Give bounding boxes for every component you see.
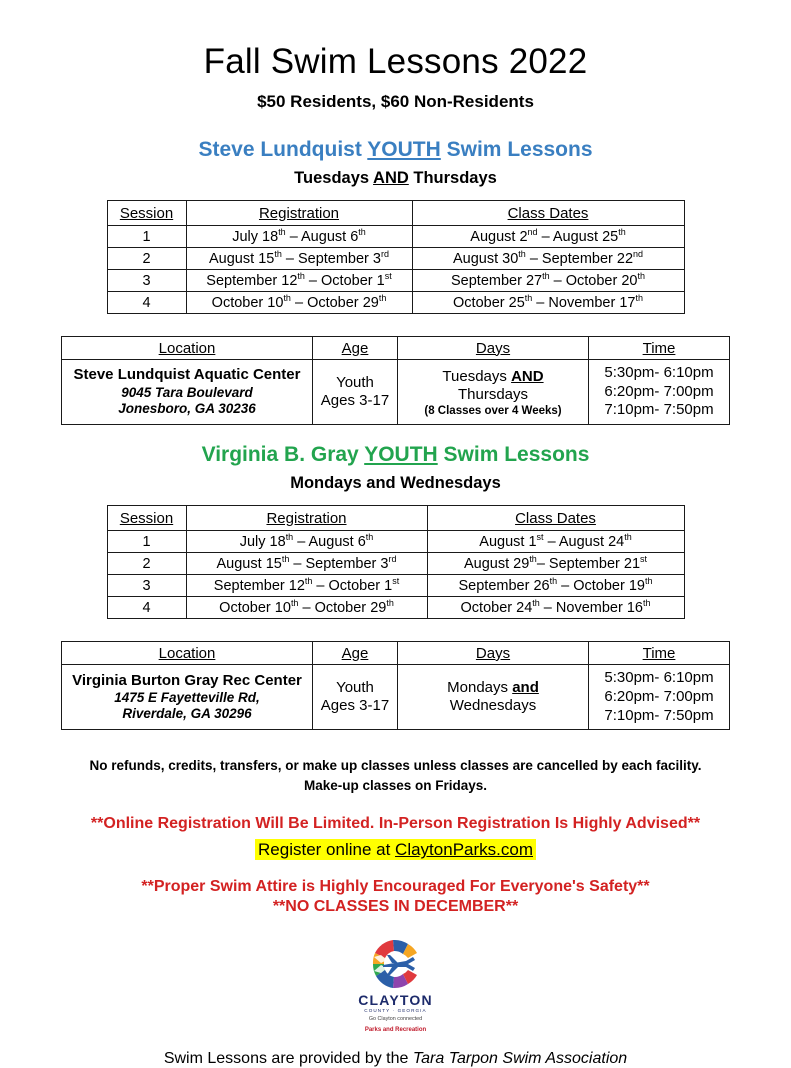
table-row: [107, 248, 684, 270]
cls-a-month: October: [453, 294, 505, 311]
cls-a-month: October: [460, 599, 513, 616]
reg-a-month: July: [232, 228, 259, 245]
cls-b-month: August: [558, 533, 605, 550]
cell-age-2: [313, 665, 398, 730]
reg-a-sup: th: [278, 226, 286, 237]
th-location-2: [62, 642, 313, 665]
cell-registration: September 12th – October 1st: [186, 575, 427, 597]
cls-b-month: September: [541, 250, 613, 267]
reg-a-day: 18: [269, 533, 286, 550]
cls-b-sup: th: [637, 270, 645, 281]
th-days-2: [398, 642, 589, 665]
cls-b-day: 16: [626, 599, 643, 616]
reg-a-day: 18: [262, 228, 279, 245]
age-line2-2: Ages 3-17: [320, 697, 390, 715]
th-age-label-1: Age: [341, 339, 369, 357]
heading-youth-1: YOUTH: [367, 138, 441, 161]
red-notice-2: **Proper Swim Attire is Highly Encouraged For Everyone's Safety**: [141, 878, 650, 896]
logo-subtitle: COUNTY · GEORGIA: [364, 1008, 427, 1014]
th-registration-1: [186, 201, 412, 226]
th-session-1: [107, 201, 186, 226]
reg-b-day: 3: [372, 250, 381, 267]
reg-a-month: September: [213, 577, 285, 594]
reg-b-sup: th: [378, 292, 387, 303]
cls-b-day: 20: [621, 272, 638, 289]
cls-a-month: September: [451, 272, 522, 289]
heading-pre-2: Virginia B. Gray: [201, 443, 365, 467]
red-notice-3: **NO CLASSES IN DECEMBER**: [272, 897, 519, 915]
days-line1-1: [398, 368, 588, 387]
cell-session: 2: [107, 553, 186, 575]
reg-b-sup: th: [386, 597, 394, 608]
cell-session: 2: [107, 248, 186, 270]
logo-wordmark: CLAYTON: [358, 992, 433, 1009]
th-classdates-1: [412, 201, 684, 226]
cell-classdates: August 29th– September 21st: [427, 553, 684, 575]
reg-a-sup: th: [304, 575, 313, 586]
sub-pre-1: Tuesdays: [294, 169, 374, 188]
table-row: [107, 553, 684, 575]
cell-session: 4: [107, 597, 186, 619]
cls-a-sup: nd: [527, 226, 538, 237]
table-row: [107, 575, 684, 597]
location-address2-1: Jonesboro, GA 30236: [118, 401, 256, 417]
session-table-wrap-1: [0, 188, 791, 314]
cell-days-1: [398, 360, 589, 425]
cls-b-month: October: [573, 577, 625, 594]
cell-registration: October 10th – October 29th: [186, 292, 412, 314]
reg-a-day: 15: [265, 555, 282, 572]
reg-b-month: October: [321, 272, 373, 289]
time-slot-1: 5:30pm- 6:10pm: [604, 364, 714, 382]
cell-session: 4: [107, 292, 186, 314]
cell-classdates: August 30th – September 22nd: [412, 248, 684, 270]
cell-time-2: [589, 665, 730, 730]
th-time-1: [589, 337, 730, 360]
reg-b-month: October: [307, 294, 359, 311]
cls-b-sup: nd: [633, 248, 644, 259]
logo-wrap: [0, 938, 791, 1033]
reg-b-day: 6: [350, 228, 359, 245]
table-header-row: [62, 337, 730, 360]
cell-registration: July 18th – August 6th: [186, 531, 427, 553]
cell-classdates: September 26th – October 19th: [427, 575, 684, 597]
heading-youth-2: YOUTH: [364, 443, 438, 467]
age-line2-1: Ages 3-17: [320, 392, 390, 410]
registration-notice-block: [0, 814, 791, 861]
cell-session: 3: [107, 270, 186, 292]
reg-a-day: 10: [274, 599, 291, 616]
reg-b-sup: st: [384, 270, 392, 281]
table-row: [62, 360, 730, 425]
cls-a-day: 24: [516, 599, 533, 616]
policy-line-1: No refunds, credits, transfers, or make up classes unless classes are cancelled by each facility.: [89, 758, 702, 774]
days-pre-2: Mondays: [447, 678, 513, 696]
clayton-county-logo: [348, 938, 444, 1033]
days-line1-2: [398, 679, 588, 698]
th-location-1: [62, 337, 313, 360]
days-pre-1: Tuesdays: [442, 367, 512, 385]
th-days-label-2: Days: [475, 644, 511, 662]
reg-b-sup: rd: [388, 553, 397, 564]
reg-b-sup: st: [392, 575, 400, 586]
reg-b-month: October: [328, 577, 381, 594]
cls-a-day: 2: [519, 228, 528, 245]
cls-b-sup: th: [642, 597, 651, 608]
cell-classdates: September 27th – October 20th: [412, 270, 684, 292]
cell-registration: August 15th – September 3rd: [186, 553, 427, 575]
location-table-wrap-1: [0, 314, 791, 425]
cls-b-day: 19: [628, 577, 645, 594]
reg-b-day: 29: [362, 294, 379, 311]
reg-a-sup: th: [274, 248, 282, 259]
cell-classdates: October 25th – November 17th: [412, 292, 684, 314]
heading-post-2: Swim Lessons: [437, 443, 590, 467]
th-registration-label-2: Registration: [266, 509, 347, 527]
sub-and-1: AND: [373, 169, 409, 188]
cls-a-month: August: [463, 555, 510, 572]
th-age-2: [313, 642, 398, 665]
cls-a-month: September: [458, 577, 530, 594]
cls-a-sup: st: [536, 531, 544, 542]
table-row: [107, 292, 684, 314]
th-registration-label-1: Registration: [258, 204, 340, 222]
th-days-label-1: Days: [475, 339, 511, 357]
safety-notice-block: [0, 877, 791, 916]
cls-a-sup: th: [524, 292, 533, 303]
reg-b-sup: th: [358, 226, 366, 237]
cls-a-sup: th: [532, 597, 540, 608]
section-virginia-gray: [0, 425, 791, 730]
th-classdates-2: [427, 506, 684, 531]
cls-b-month: September: [548, 555, 620, 572]
reg-b-day: 1: [376, 272, 385, 289]
cell-classdates: October 24th – November 16th: [427, 597, 684, 619]
cls-a-sup: th: [529, 553, 537, 564]
cls-b-month: November: [555, 599, 623, 616]
time-slot-2: 6:20pm- 7:00pm: [604, 382, 714, 400]
cls-b-day: 25: [602, 228, 619, 245]
th-days-1: [398, 337, 589, 360]
cls-b-day: 22: [616, 250, 634, 267]
session-table-body-1: [107, 226, 684, 314]
sub-post-1: Thursdays: [408, 169, 497, 188]
heading-post-1: Swim Lessons: [440, 138, 593, 161]
reg-b-month: August: [301, 228, 347, 245]
location-table-2: [61, 641, 730, 730]
session-table-body-2: [107, 531, 684, 619]
cell-registration: October 10th – October 29th: [186, 597, 427, 619]
cls-a-sup: th: [549, 575, 558, 586]
reg-a-sup: th: [281, 553, 290, 564]
reg-b-sup: rd: [381, 248, 389, 259]
cell-time-1: [589, 360, 730, 425]
reg-b-sup: th: [365, 531, 374, 542]
cls-b-sup: th: [618, 226, 626, 237]
reg-b-month: September: [297, 250, 369, 267]
register-pre-text: Register online at: [258, 840, 396, 860]
cls-a-day: 25: [508, 294, 525, 311]
reg-a-month: August: [209, 250, 255, 267]
th-location-label-2: Location: [158, 644, 216, 662]
table-row: [107, 597, 684, 619]
section-heading-2: [0, 425, 791, 467]
th-time-2: [589, 642, 730, 665]
policy-line-2: Make-up classes on Fridays.: [303, 778, 488, 794]
location-address2-2: Riverdale, GA 30296: [122, 706, 252, 722]
section-subheading-2: [0, 467, 791, 493]
location-name-2: Virginia Burton Gray Rec Center: [72, 671, 302, 689]
reg-a-sup: th: [285, 531, 294, 542]
cls-a-day: 29: [513, 555, 530, 572]
table-row: [107, 226, 684, 248]
reg-a-month: September: [206, 272, 278, 289]
provided-by-line: [0, 1049, 791, 1068]
cls-a-day: 1: [528, 533, 537, 550]
table-row: [107, 531, 684, 553]
session-table-wrap-2: [0, 493, 791, 619]
cls-a-day: 27: [525, 272, 543, 289]
days-line2-1: Thursdays: [457, 386, 529, 404]
days-line2-2: Wednesdays: [449, 697, 537, 715]
red-notice-1: **Online Registration Will Be Limited. In-Person Registration Is Highly Advised**: [90, 814, 701, 832]
cls-b-month: August: [552, 228, 599, 245]
reg-b-day: 6: [357, 533, 366, 550]
th-time-label-2: Time: [642, 644, 676, 662]
cell-classdates: August 2nd – August 25th: [412, 226, 684, 248]
table-header-row: [107, 201, 684, 226]
cell-registration: August 15th – September 3rd: [186, 248, 412, 270]
cls-a-sup: th: [542, 270, 550, 281]
age-line1-1: Youth: [336, 373, 374, 391]
th-age-1: [313, 337, 398, 360]
cls-b-month: October: [565, 272, 618, 289]
section-subheading-1: [0, 162, 791, 188]
reg-b-month: October: [314, 599, 367, 616]
cls-a-month: August: [479, 533, 525, 550]
location-name-1: Steve Lundquist Aquatic Center: [73, 366, 301, 384]
heading-pre-1: Steve Lundquist: [198, 138, 368, 161]
cell-session: 1: [107, 531, 186, 553]
reg-a-month: August: [216, 555, 262, 572]
cls-b-sup: st: [640, 553, 648, 564]
cls-a-sup: th: [518, 248, 526, 259]
reg-a-month: October: [211, 294, 264, 311]
reg-b-day: 3: [380, 555, 389, 572]
location-address1-1: 9045 Tara Boulevard: [121, 384, 253, 400]
table-row: [62, 665, 730, 730]
cell-age-1: [313, 360, 398, 425]
cls-b-sup: th: [645, 575, 653, 586]
cls-a-day: 26: [533, 577, 550, 594]
location-table-1: [61, 336, 730, 425]
notes-section: [0, 756, 791, 916]
cls-a-day: 30: [502, 250, 519, 267]
age-line1-2: Youth: [336, 678, 374, 696]
cell-days-2: [398, 665, 589, 730]
table-header-row: [107, 506, 684, 531]
reg-b-month: August: [308, 533, 354, 550]
reg-b-day: 29: [370, 599, 387, 616]
reg-a-day: 15: [258, 250, 275, 267]
provided-organization: Tara Tarpon Swim Association: [412, 1050, 628, 1068]
session-table-2: [107, 505, 685, 619]
cls-a-month: August: [452, 250, 499, 267]
reg-b-month: September: [305, 555, 377, 572]
reg-a-sup: th: [283, 292, 291, 303]
cls-b-day: 21: [623, 555, 641, 572]
reg-b-day: 1: [384, 577, 393, 594]
register-online-line: [0, 840, 791, 860]
location-address1-2: 1475 E Fayetteville Rd,: [114, 689, 260, 705]
reg-a-sup: th: [297, 270, 305, 281]
cell-registration: July 18th – August 6th: [186, 226, 412, 248]
logo-tagline: Go Clayton connected: [368, 1015, 423, 1022]
cell-session: 3: [107, 575, 186, 597]
session-table-1: [107, 200, 685, 314]
price-subtitle: $50 Residents, $60 Non-Residents: [257, 92, 534, 111]
days-and-1: AND: [511, 367, 544, 385]
logo-department: Parks and Recreation: [364, 1027, 427, 1034]
provided-pre-text: Swim Lessons are provided by the: [163, 1050, 413, 1068]
cell-session: 1: [107, 226, 186, 248]
register-highlight: [255, 839, 536, 860]
time-slot-3: 7:10pm- 7:50pm: [604, 401, 714, 419]
time-slot-3: 7:10pm- 7:50pm: [604, 706, 714, 724]
cls-b-month: November: [548, 294, 616, 311]
reg-a-day: 12: [288, 577, 305, 594]
reg-a-day: 10: [267, 294, 284, 311]
th-location-label-1: Location: [158, 339, 216, 357]
claytonparks-link[interactable]: ClaytonParks.com: [395, 840, 533, 860]
section-heading-1: [0, 110, 791, 162]
cell-classdates: August 1st – August 24th: [427, 531, 684, 553]
cls-b-day: 17: [619, 294, 636, 311]
cell-registration: September 12th – October 1st: [186, 270, 412, 292]
time-slot-2: 6:20pm- 7:00pm: [604, 687, 714, 705]
th-age-label-2: Age: [341, 644, 369, 662]
cls-b-day: 24: [608, 533, 625, 550]
cls-b-sup: th: [635, 292, 643, 303]
th-time-label-1: Time: [642, 339, 676, 357]
th-classdates-label-2: Class Dates: [515, 509, 596, 527]
reg-a-month: July: [239, 533, 266, 550]
days-note-1: (8 Classes over 4 Weeks): [424, 404, 562, 417]
table-header-row: [62, 642, 730, 665]
location-table-wrap-2: [0, 619, 791, 730]
th-session-2: [107, 506, 186, 531]
cell-location-2: [62, 665, 313, 730]
table-row: [107, 270, 684, 292]
reg-a-month: October: [219, 599, 271, 616]
reg-a-sup: th: [290, 597, 299, 608]
reg-a-day: 12: [281, 272, 298, 289]
th-classdates-label-1: Class Dates: [507, 204, 589, 222]
th-registration-2: [186, 506, 427, 531]
cell-location-1: [62, 360, 313, 425]
page-title: Fall Swim Lessons 2022: [203, 42, 588, 81]
clayton-globe-icon: [366, 938, 426, 992]
time-slot-1: 5:30pm- 6:10pm: [604, 669, 714, 687]
th-session-label-1: Session: [119, 204, 174, 222]
th-session-label-2: Session: [119, 509, 174, 527]
cls-a-month: August: [470, 228, 516, 245]
days-and-2: and: [512, 678, 539, 696]
sub-pre-2: Mondays and Wednesdays: [290, 474, 501, 493]
cls-b-sup: th: [624, 531, 632, 542]
section-steve-lundquist: [0, 110, 791, 425]
